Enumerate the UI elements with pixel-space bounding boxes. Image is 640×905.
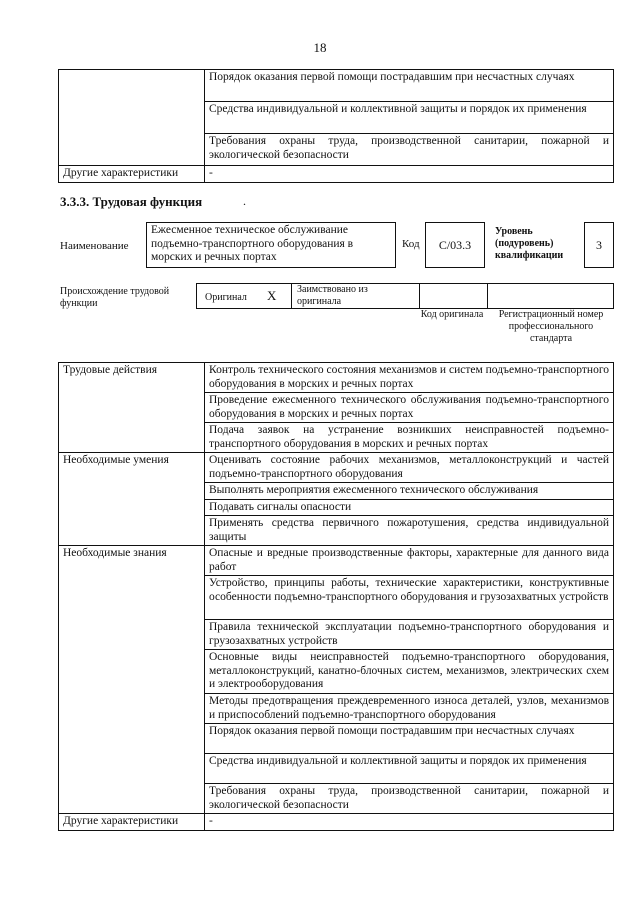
table-cell: Порядок оказания первой помощи пострадавшим при несчастных случаях (205, 70, 614, 102)
table-row (59, 814, 614, 831)
table-row (59, 453, 614, 483)
other-characteristics-value: - (205, 166, 614, 183)
table-cell: Порядок оказания первой помощи пострадавшим при несчастных случаях (205, 724, 614, 754)
origin-divider (291, 284, 292, 308)
section-title: 3.3.3. Трудовая функция (60, 194, 203, 209)
function-name-value: Ежесменное техническое обслуживание подъемно-транспортного оборудования в морских и речных портах (151, 224, 354, 263)
section-dot: . (243, 194, 246, 208)
name-label: Наименование (60, 240, 129, 252)
level-value: 3 (596, 237, 602, 252)
row-label-empty (59, 70, 205, 166)
other-characteristics-label: Другие характеристики (59, 166, 205, 183)
table-cell: Основные виды неисправностей подъемно-транспортного оборудования, металлоконструкций, канатно-блочных систем, механизмов, электрических схем и электрооборудования (205, 650, 614, 694)
origin-label: Происхождение трудовой функции (60, 286, 170, 309)
table-cell: Требования охраны труда, производственной санитарии, пожарной и экологической безопасности (205, 134, 614, 166)
table-cell: Требования охраны труда, производственной санитарии, пожарной и экологической безопасности (205, 784, 614, 814)
table-cell: Правила технической эксплуатации подъемно-транспортного оборудования и грузозахватных устройств (205, 620, 614, 650)
original-mark: X (267, 288, 277, 303)
table-row (59, 166, 614, 183)
table-cell: Оценивать состояние рабочих механизмов, металлоконструкций и частей подъемно-транспортного оборудования (205, 453, 614, 483)
reg-caption: Регистрационный номер профессионального стандарта (498, 309, 604, 344)
table-row (59, 70, 614, 102)
function-code-value: С/03.3 (438, 237, 472, 252)
borrowed-label: Заимствовано из оригинала (297, 284, 368, 307)
origin-divider (419, 284, 420, 308)
origin-box (196, 283, 614, 309)
other-characteristics-label: Другие характеристики (59, 814, 205, 831)
level-label: Уровень (подуровень) квалификации (495, 226, 564, 261)
main-table (58, 362, 614, 831)
other-characteristics-value: - (205, 814, 614, 831)
page-number: 18 (313, 40, 327, 55)
group-label-skills: Необходимые умения (59, 453, 205, 546)
code-caption: Код оригинала (420, 309, 484, 320)
table-cell: Применять средства первичного пожаротушения, средства индивидуальной защиты (205, 516, 614, 546)
table-cell: Проведение ежесменного технического обслуживания подъемно-транспортного оборудования в морских и речных портах (205, 393, 614, 423)
table-cell: Контроль технического состояния механизмов и систем подъемно-транспортного оборудования в морских и речных портах (205, 363, 614, 393)
table-cell: Подача заявок на устранение возникших неисправностей подъемно-транспортного оборудования в морских и речных портах (205, 423, 614, 453)
table-cell: Выполнять мероприятия ежесменного технического обслуживания (205, 483, 614, 500)
original-label: Оригинал (205, 292, 247, 303)
table-cell: Устройство, принципы работы, технические характеристики, конструктивные особенности подъемно-транспортного оборудования и грузозахватных устройств (205, 576, 614, 620)
table-row (59, 546, 614, 576)
function-code-box (425, 222, 485, 268)
top-table (58, 69, 614, 183)
table-cell: Средства индивидуальной и коллективной защиты и порядок их применения (205, 754, 614, 784)
table-cell: Опасные и вредные производственные факторы, характерные для данного вида работ (205, 546, 614, 576)
table-cell: Средства индивидуальной и коллективной защиты и порядок их применения (205, 102, 614, 134)
table-row (59, 363, 614, 393)
group-label-knowledge: Необходимые знания (59, 546, 205, 814)
origin-divider (487, 284, 488, 308)
table-cell: Методы предотвращения преждевременного износа деталей, узлов, механизмов и приспособлений подъемно-транспортного оборудования (205, 694, 614, 724)
table-cell: Подавать сигналы опасности (205, 499, 614, 516)
code-label: Код (402, 238, 420, 250)
group-label-actions: Трудовые действия (59, 363, 205, 453)
level-box (584, 222, 614, 268)
function-name-box (146, 222, 396, 268)
